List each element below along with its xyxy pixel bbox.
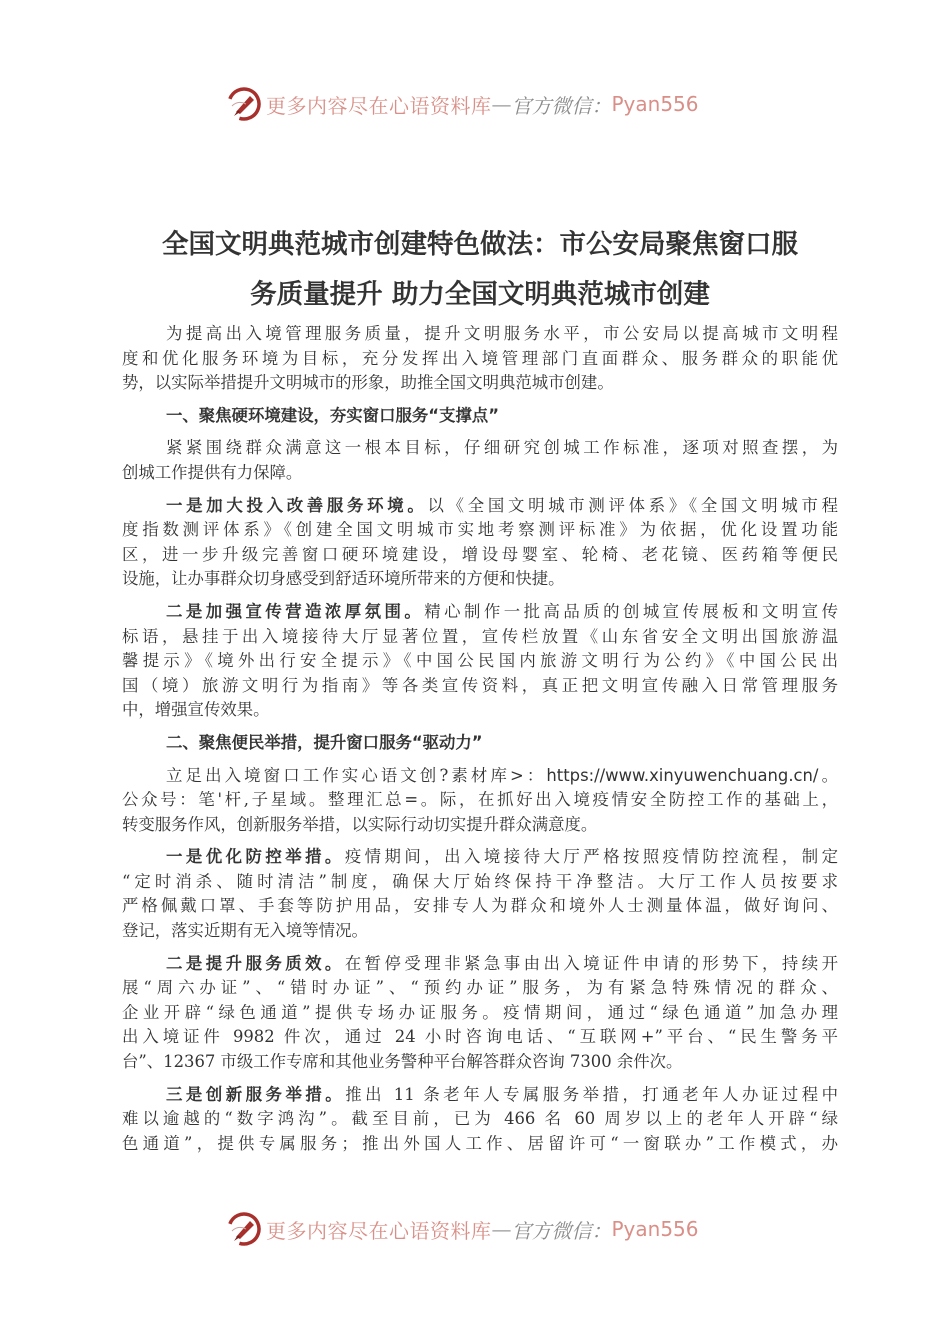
text-line: 中，增强宣传效果。 bbox=[122, 700, 270, 720]
footer-watermark-banner bbox=[226, 1209, 726, 1249]
paragraph bbox=[122, 1083, 838, 1157]
text-line: 势，以实际举措提升文明城市的形象，助推全国文明典范城市创建。 bbox=[122, 373, 614, 393]
url-text: https://www.xinyuwenchuang.cn/ bbox=[546, 765, 819, 785]
text-line: 色通道”，提供专属服务；推出外国人工作、居留许可“一窗联办”工作模式，办 bbox=[122, 1133, 838, 1153]
text-span: 。 bbox=[818, 765, 839, 785]
text-line: 登记，落实近期有无入境等情况。 bbox=[122, 921, 368, 941]
text-line bbox=[122, 952, 838, 977]
document-body bbox=[122, 322, 838, 1156]
text-line bbox=[122, 494, 838, 519]
document-title-line-1: 全国文明典范城市创建特色做法：市公安局聚焦窗口服 bbox=[162, 229, 798, 260]
paragraph bbox=[122, 952, 838, 1075]
paragraph-lead: 一是加大投入改善服务环境。 bbox=[166, 495, 428, 515]
text-line: 创城工作提供有力保障。 bbox=[122, 462, 303, 482]
banner-separator: — bbox=[491, 1217, 512, 1241]
text-line: 难以逾越的“数字鸿沟”。截至目前，已为 466 名 60 周岁以上的老年人开辟“绿 bbox=[122, 1109, 838, 1129]
banner-wechat-label: 官方微信： bbox=[511, 1218, 612, 1243]
section-heading-2: 二、聚焦便民举措，提升窗口服务“驱动力” bbox=[166, 732, 483, 752]
paragraph-lead: 三是创新服务举措。 bbox=[166, 1084, 346, 1104]
header-watermark-banner bbox=[226, 84, 726, 124]
paragraph bbox=[122, 600, 838, 723]
text-line: 严格佩戴口罩、手套等防护用品，安排专人为群众和境外人士测量体温，做好询问、 bbox=[122, 896, 838, 916]
text-line: 转变服务作风，创新服务举措，以实际行动切实提升群众满意度。 bbox=[122, 814, 598, 834]
text-span: 疫情期间，出入境接待大厅严格按照疫情防控流程，制定 bbox=[344, 847, 839, 867]
banner-text: 更多内容尽在心语资料库 bbox=[266, 1218, 492, 1243]
text-line: 企业开辟“绿色通道”提供专场办证服务。疫情期间，通过“绿色通道”加急办理 bbox=[122, 1002, 838, 1022]
text-span: 在暂停受理非紧急事由出入境证件申请的形势下，持续开 bbox=[344, 953, 839, 973]
banner-wechat-id: Pyan556 bbox=[611, 1217, 699, 1241]
text-line: 为提高出入境管理服务质量，提升文明服务水平，市公安局以提高城市文明程 bbox=[166, 324, 838, 343]
document-title-line-2: 务质量提升 助力全国文明典范城市创建 bbox=[250, 279, 710, 310]
quill-pen-logo-icon bbox=[226, 1211, 262, 1247]
banner-text: 更多内容尽在心语资料库 bbox=[266, 93, 492, 118]
text-line: 度指数测评体系》《创建全国文明城市实地考察测评标准》为依据，优化设置功能 bbox=[122, 520, 838, 540]
quill-pen-logo-icon bbox=[226, 86, 262, 122]
text-line: 馨提示》《境外出行安全提示》《中国公民国内旅游文明行为公约》《中国公民出 bbox=[122, 651, 838, 671]
text-line: 公众号：笔'杆,子星域。整理汇总=。际，在抓好出入境疫情安全防控工作的基础上， bbox=[122, 790, 838, 810]
text-line bbox=[122, 764, 838, 789]
text-line bbox=[122, 845, 838, 870]
text-line: 度和优化服务环境为目标，充分发挥出入境管理部门直面群众、服务群众的职能优 bbox=[122, 348, 838, 368]
paragraph-lead: 二是加强宣传营造浓厚氛围。 bbox=[166, 601, 425, 621]
text-line: 紧紧围绕群众满意这一根本目标，仔细研究创城工作标准，逐项对照查摆，为 bbox=[166, 438, 838, 458]
intro-paragraph bbox=[122, 322, 838, 396]
paragraph bbox=[122, 845, 838, 943]
text-line: 国（境）旅游文明行为指南》等各类宣传资料，真正把文明宣传融入日常管理服务 bbox=[122, 675, 838, 695]
text-span: 以《全国文明城市测评体系》《全国文明城市程 bbox=[427, 495, 838, 515]
text-line: 出入境证件 9982 件次，通过 24 小时咨询电话、“互联网+”平台、“民生警务平 bbox=[122, 1027, 838, 1047]
text-line: 标语，悬挂于出入境接待大厅显著位置，宣传栏放置《山东省安全文明出国旅游温 bbox=[122, 626, 838, 646]
text-line: 展“周六办证”、“错时办证”、“预约办证”服务，为有紧急特殊情况的群众、 bbox=[122, 978, 838, 998]
paragraph-lead: 二是提升服务质效。 bbox=[166, 953, 345, 973]
banner-wechat-id: Pyan556 bbox=[611, 92, 699, 116]
text-line: 设施，让办事群众切身感受到舒适环境所带来的方便和快捷。 bbox=[122, 569, 565, 589]
paragraph-lead: 一是优化防控举措。 bbox=[166, 847, 345, 867]
banner-wechat-label: 官方微信： bbox=[511, 93, 612, 118]
text-line bbox=[122, 600, 838, 625]
text-line: 台”、12367 市级工作专席和其他业务警种平台解答群众咨询 7300 余件次。 bbox=[122, 1052, 683, 1072]
text-line bbox=[122, 1083, 838, 1108]
paragraph bbox=[122, 436, 838, 485]
paragraph bbox=[122, 764, 838, 838]
section-heading-1: 一、聚焦硬环境建设，夯实窗口服务“支撑点” bbox=[166, 405, 499, 425]
text-span: 立足出入境窗口工作实心语文创?素材库>： bbox=[166, 765, 547, 785]
banner-separator: — bbox=[491, 92, 512, 116]
text-span: 精心制作一批高品质的创城宣传展板和文明宣传 bbox=[424, 601, 839, 621]
text-span: 推出 11 条老年人专属服务举措，打通老年人办证过程中 bbox=[345, 1084, 839, 1104]
text-line: 区，进一步升级完善窗口硬环境建设，增设母婴室、轮椅、老花镜、医药箱等便民 bbox=[122, 544, 838, 564]
paragraph bbox=[122, 494, 838, 592]
text-line: “定时消杀、随时清洁”制度，确保大厅始终保持干净整洁。大厅工作人员按要求 bbox=[122, 871, 838, 891]
